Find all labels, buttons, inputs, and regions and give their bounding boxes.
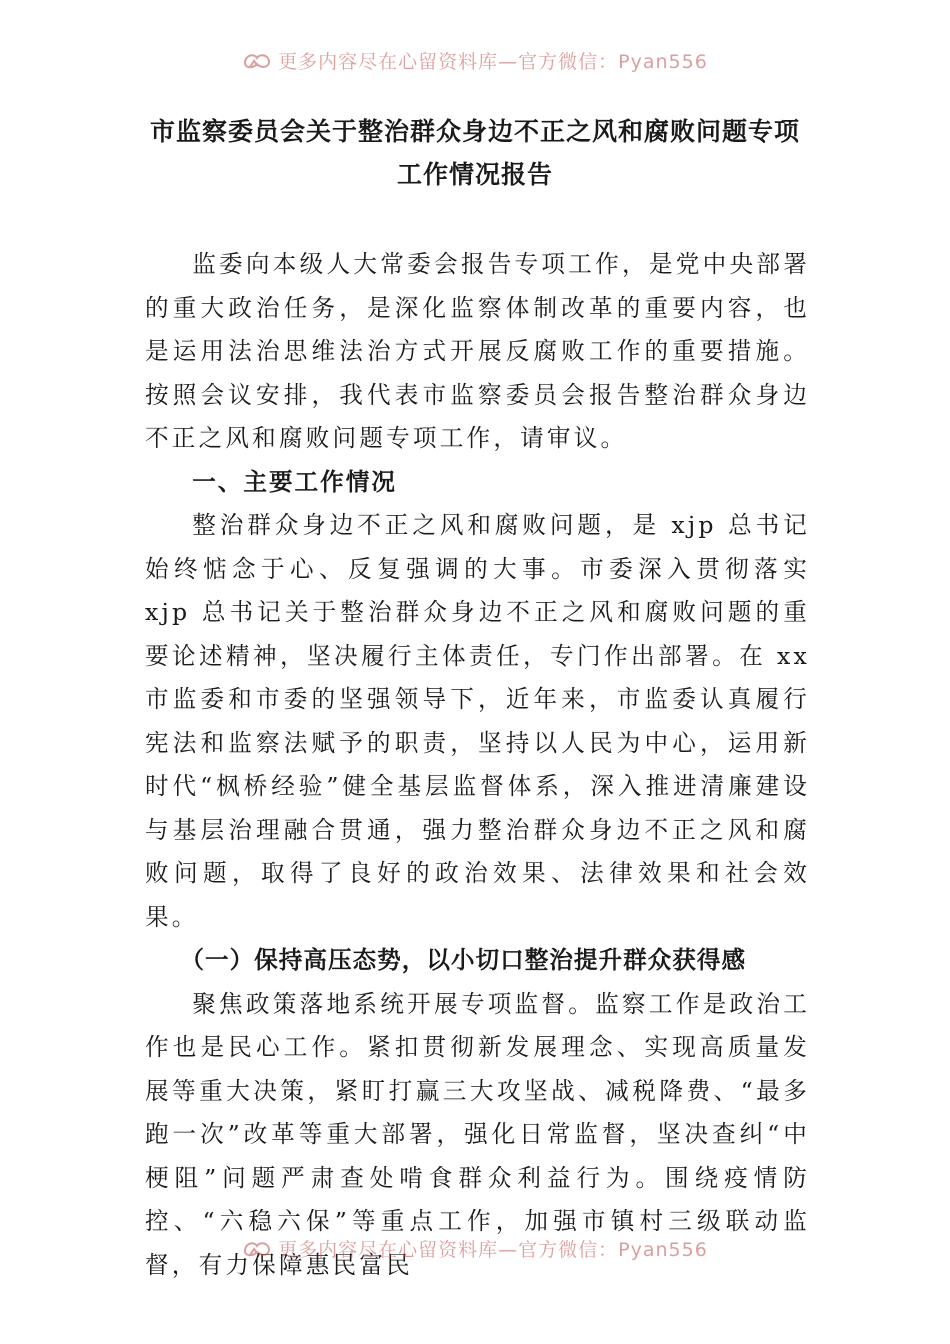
watermark-logo-icon [242,49,272,71]
watermark-logo-icon [242,1237,272,1259]
section-paragraph: 整治群众身边不正之风和腐败问题，是 xjp 总书记始终惦念于心、反复强调的大事。市委深入贯彻落实 xjp 总书记关于整治群众身边不正之风和腐败问题的重要论述精神，坚决履行主体责任，专门作出部署。在 xx 市监委和市委的坚强领导下，近年来，市监委认真履行宪法和监察法赋予的职责，坚持以人民为中心，运用新时代“枫桥经验”健全基层监督体系，深入推进清廉建设与基层治理融合贯通，强力整治群众身边不正之风和腐败问题，取得了良好的政治效果、法律效果和社会效果。 [145,511,810,931]
document-title-line-1: 市监察委员会关于整治群众身边不正之风和腐败问题专项 [149,117,800,146]
watermark-top [0,40,950,80]
intro-paragraph: 监委向本级人大常委会报告专项工作，是党中央部署的重大政治任务，是深化监察体制改革的重要内容，也是运用法治思维法治方式开展反腐败工作的重要措施。按照会议安排，我代表市监察委员会报告整治群众身边不正之风和腐败问题专项工作，请审议。 [145,250,810,452]
subsection-paragraph: 聚焦政策落地系统开展专项监督。监察工作是政治工作也是民心工作。紧扣贯彻新发展理念、实现高质量发展等重大决策，紧盯打赢三大攻坚战、减税降费、“最多跑一次”改革等重大部署，强化日常监督，坚决查纠“中梗阻”问题严肃查处啃食群众利益行为。围绕疫情防控、“六稳六保”等重点工作，加强市镇村三级联动监督，有力保障惠民富民 [145,989,810,1279]
document-title-line-2: 工作情况报告 [396,160,553,189]
section-heading: 一、主要工作情况 [192,467,397,496]
watermark-bottom [0,1228,950,1268]
watermark-text: 更多内容尽在心留资料库—官方微信：Pyan556 [278,50,708,73]
subsection-heading: （一）保持高压态势，以小切口整治提升群众获得感 [180,946,747,974]
watermark-text: 更多内容尽在心留资料库—官方微信：Pyan556 [278,1238,708,1261]
document-body [145,243,810,1287]
